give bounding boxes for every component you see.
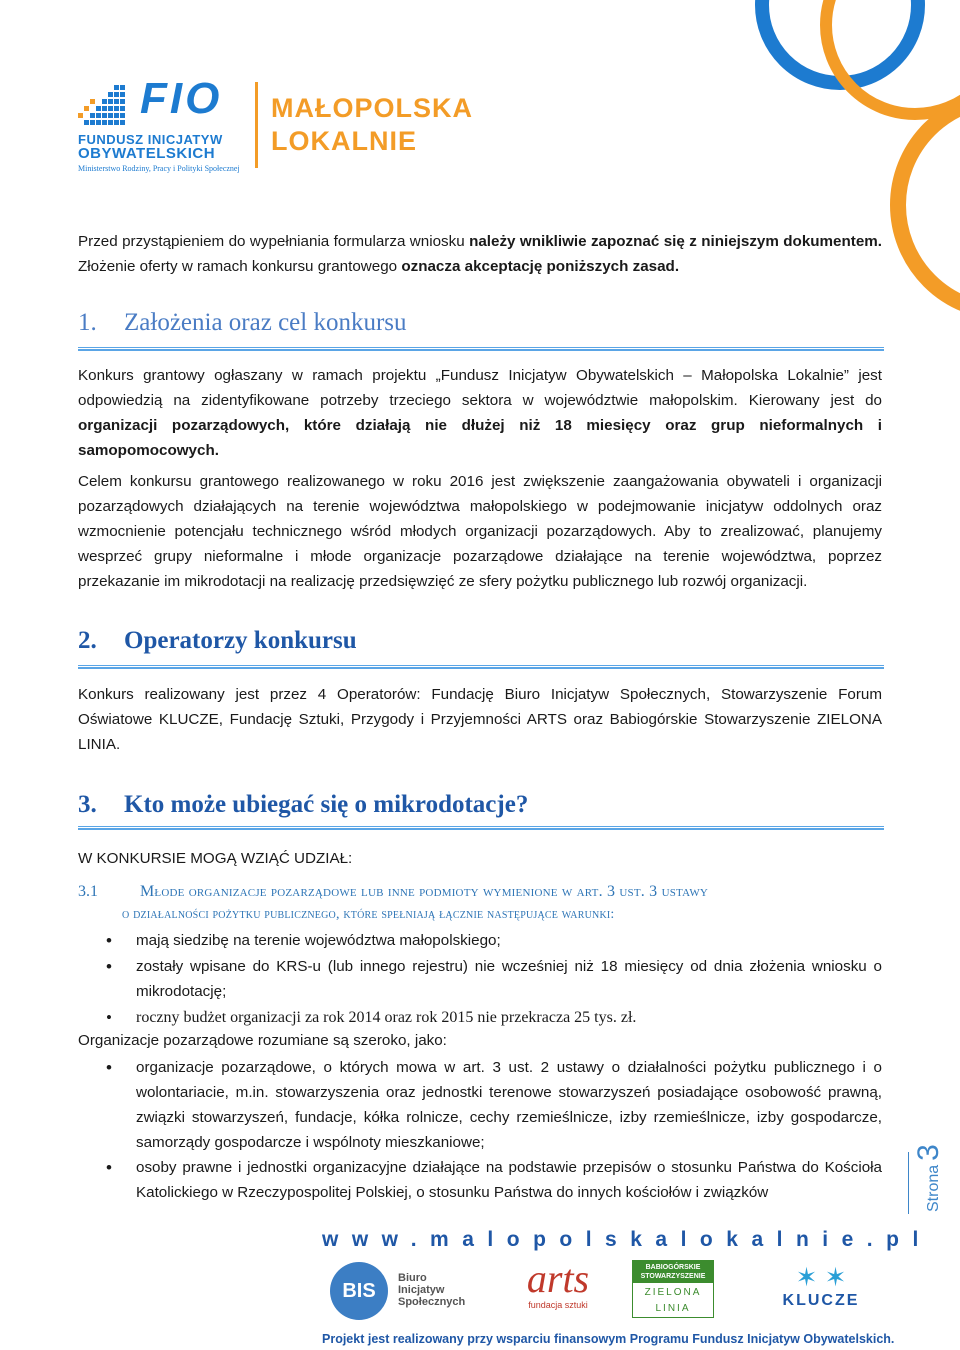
- bis-line2: Inicjatyw: [398, 1284, 445, 1296]
- subsection-3-1: [78, 880, 884, 926]
- people-icon: ✶ ✶: [795, 1262, 847, 1292]
- section-3-lead: W KONKURSIE MOGĄ WZIĄĆ UDZIAŁ:: [78, 850, 353, 867]
- decor-ring-orange-side: [890, 90, 960, 320]
- funding-note: Projekt jest realizowany przy wsparciu finansowym Programu Fundusz Inicjatyw Obywatelskich.: [322, 1332, 895, 1346]
- ngo-lead: Organizacje pozarządowe rozumiane są szeroko, jako:: [78, 1032, 447, 1049]
- bsz-line2: STOWARZYSZENIE: [640, 1273, 706, 1280]
- partner-logos: [330, 1258, 890, 1322]
- bsz-header: [633, 1261, 713, 1283]
- fio-line1: FUNDUSZ INICJATYW: [78, 132, 223, 147]
- section-2-paragraph: Konkurs realizowany jest przez 4 Operatorów: Fundację Biuro Inicjatyw Społecznych, Stowarzyszenie Forum Oświatowe KLUCZE, Fundację Sztuki, Przygody i Przyjemności ARTS oraz Babiogórskie Stowarzyszenie ZIELONA LINIA.: [78, 686, 882, 753]
- intro-bold-2: oznacza akceptację poniższych zasad.: [401, 258, 680, 275]
- section-3-number: 3.: [78, 791, 97, 818]
- zielona-linia-logo: [632, 1260, 714, 1318]
- section-3-title: Kto może ubiegać się o mikrodotacje?: [124, 791, 529, 818]
- website-link[interactable]: www.malopolskalokalnie.pl: [322, 1228, 932, 1251]
- section-1-paragraph-2: Celem konkursu grantowego realizowanego w roku 2016 jest zwiększenie zaangażowania obywateli i organizacji pozarządowych działających na terenie województwa małopolskiego w podejmowanie inicjatyw oddolnych oraz wzmocnienie potencjału technicznego wśród młodych organizacji pozarządowych. Aby to zrealizować, planujemy wesprzeć grupy nieformalne i młode organizacje pozarządowe działające na terenie województwa, poprzez przekazanie im mikrodotacji na realizację przedsięwzięć ze sfery pożytku publicznego lub rozwój organizacji.: [78, 473, 882, 590]
- page-label: Strona: [925, 1164, 942, 1212]
- bis-line1: Biuro: [398, 1272, 427, 1284]
- page-number-rule: [908, 1152, 909, 1214]
- intro-text-1: Przed przystąpieniem do wypełniania formularza wniosku: [78, 233, 470, 250]
- section-1-heading: [78, 309, 884, 337]
- region-logo: [271, 92, 473, 158]
- bis-logo: [330, 1260, 480, 1318]
- list-item: • mają siedzibę na terenie województwa małopolskiego;: [78, 928, 882, 953]
- section-1-p1-bold: organizacji pozarządowych, które działają nie dłużej niż 18 miesięcy oraz grup nieformalnych i samopomocowych.: [78, 417, 882, 459]
- bis-mark: BIS: [330, 1262, 388, 1320]
- bsz-line4: LINIA: [655, 1303, 691, 1314]
- fio-logo: [78, 74, 248, 175]
- section-2-number: 2.: [78, 627, 97, 654]
- section-3-heading: [78, 791, 884, 819]
- subsection-3-1-number: 3.1: [78, 883, 98, 900]
- bis-line3: Społecznych: [398, 1296, 466, 1308]
- region-line1: MAŁOPOLSKA: [271, 93, 473, 123]
- arts-logo: [508, 1258, 608, 1320]
- page-number-value: 3: [912, 1144, 945, 1161]
- intro-bold-1: należy wnikliwie zapoznać się z niniejszym dokumentem.: [469, 233, 882, 250]
- intro-paragraph: [78, 229, 882, 279]
- klucze-logo: [766, 1262, 876, 1320]
- bsz-line3: ZIELONA: [644, 1287, 702, 1298]
- conditions-list: [78, 928, 882, 1030]
- list-item: • organizacje pozarządowe, o których mowa w art. 3 ust. 2 ustawy o działalności pożytku publicznego i o wolontariacie, m.in. stowarzyszenia oraz jednostki terenowe stowarzyszeń posiadające osobowość prawną, związki stowarzyszeń, fundacje, kółka rolnicze, cechy rzemieślnicze, izby rzemieślnicze, izby gospodarcze, samorządy gospodarcze i wspólnoty mieszkaniowe;: [78, 1055, 882, 1155]
- fio-mark: FIO: [140, 74, 223, 123]
- arts-sub: fundacja sztuki: [528, 1300, 588, 1310]
- list-item: • osoby prawne i jednostki organizacyjne działające na podstawie przepisów o stosunku Państwa do Kościoła Katolickiego w Rzeczypospolitej Polskiej, o stosunku Państwa do innych kościołów i związków: [78, 1155, 882, 1205]
- subsection-3-1-line2: o działalności pożytku publicznego, które spełniają łącznie następujące warunki:: [122, 907, 615, 922]
- page-number: [912, 1144, 946, 1212]
- section-1-title: Założenia oraz cel konkursu: [124, 309, 407, 336]
- subsection-3-1-line1: Młode organizacje pozarządowe lub inne podmioty wymienione w art. 3 ust. 3 ustawy: [140, 883, 709, 900]
- bis-name: [398, 1272, 465, 1308]
- section-2-title: Operatorzy konkursu: [124, 627, 357, 654]
- arts-mark: arts: [526, 1256, 590, 1301]
- section-2-heading: [78, 627, 884, 655]
- section-2-rule: [78, 665, 884, 669]
- region-line2: LOKALNIE: [271, 126, 417, 156]
- fio-dots-icon: [78, 85, 128, 133]
- header-divider: [255, 82, 258, 168]
- intro-text-2: Złożenie oferty w ramach konkursu grantowego: [78, 258, 402, 275]
- list-item: • zostały wpisane do KRS-u (lub innego rejestru) nie wcześniej niż 18 miesięcy od dnia złożenia wniosku o mikrodotację;: [78, 954, 882, 1004]
- section-1-rule: [78, 347, 884, 351]
- section-1-paragraph-1: [78, 363, 882, 463]
- decor-ring-orange-top: [820, 0, 960, 120]
- bsz-line1: BABIOGÓRSKIE: [645, 1264, 701, 1271]
- klucze-mark: KLUCZE: [782, 1292, 860, 1309]
- fio-line2: OBYWATELSKICH: [78, 145, 216, 162]
- section-1-number: 1.: [78, 309, 97, 336]
- section-1-p1-text: Konkurs grantowy ogłaszany w ramach projektu „Fundusz Inicjatyw Obywatelskich – Małopolska Lokalnie” jest odpowiedzią na zidentyfikowane potrzeby trzeciego sektora w województwie małopolskim. Kierowany jest do: [78, 367, 882, 409]
- ministry-label: Ministerstwo Rodziny, Pracy i Polityki Społecznej: [78, 164, 240, 173]
- list-item: • roczny budżet organizacji za rok 2014 oraz rok 2015 nie przekracza 25 tys. zł.: [78, 1005, 882, 1030]
- ngo-list: [78, 1055, 882, 1205]
- section-3-rule: [78, 826, 884, 830]
